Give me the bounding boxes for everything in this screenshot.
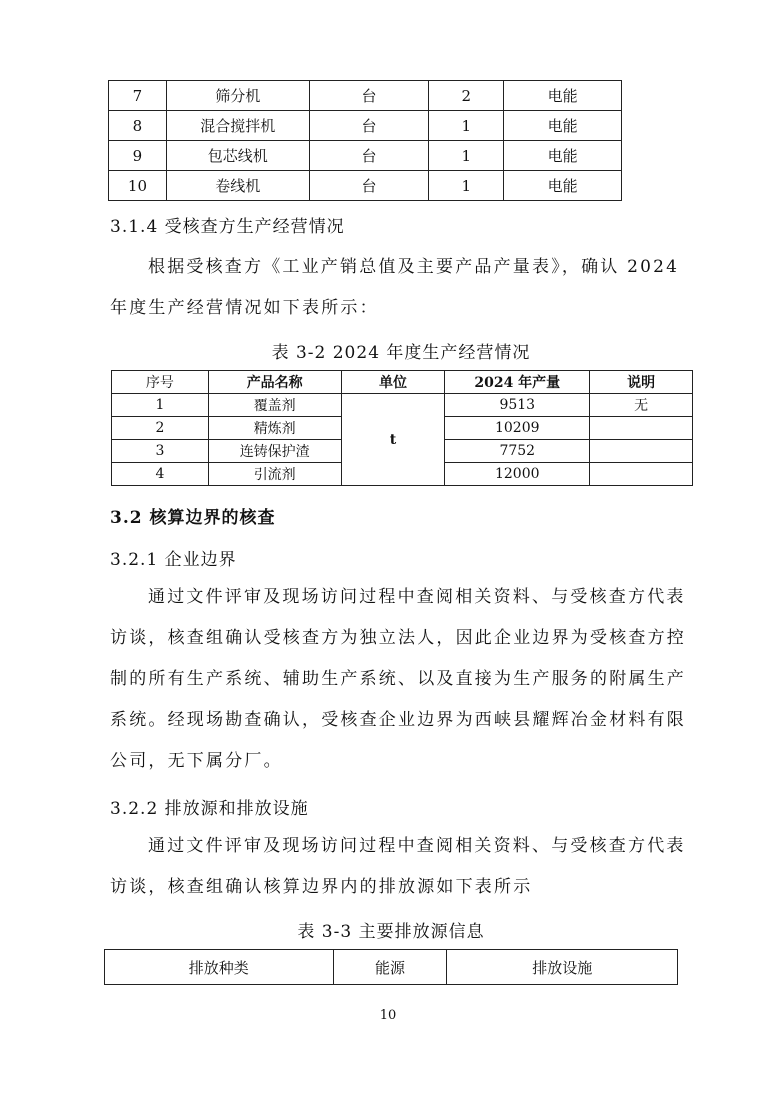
cell-energy: 电能 — [504, 171, 622, 201]
cell-no: 7 — [109, 81, 167, 111]
cell-no: 9 — [109, 141, 167, 171]
table-row — [109, 171, 622, 201]
section-heading-3-2-1: 3.2.1 企业边界 — [110, 550, 237, 570]
cell-note — [590, 417, 693, 440]
header-cell: 能源 — [333, 950, 447, 985]
production-table — [111, 370, 693, 486]
cell-qty: 1 — [429, 111, 504, 141]
header-cell: 单位 — [341, 371, 445, 394]
paragraph-line: 年度生产经营情况如下表所示： — [110, 298, 379, 318]
emission-source-table — [104, 949, 678, 985]
equipment-table — [108, 80, 622, 201]
cell-product: 引流剂 — [208, 463, 341, 486]
table-header-row — [105, 950, 678, 985]
cell-output: 7752 — [445, 440, 590, 463]
cell-output: 10209 — [445, 417, 590, 440]
cell-qty: 1 — [429, 171, 504, 201]
paragraph-line: 制的所有生产系统、辅助生产系统、以及直接为生产服务的附属生产 — [110, 669, 686, 689]
table-row — [109, 111, 622, 141]
cell-energy: 电能 — [504, 141, 622, 171]
table-row — [112, 394, 693, 417]
cell-no: 2 — [112, 417, 209, 440]
cell-name: 筛分机 — [166, 81, 309, 111]
cell-note — [590, 440, 693, 463]
cell-name: 混合搅拌机 — [166, 111, 309, 141]
cell-no: 8 — [109, 111, 167, 141]
cell-qty: 1 — [429, 141, 504, 171]
paragraph-line: 系统。经现场勘查确认，受核查企业边界为西峡县耀辉冶金材料有限 — [110, 710, 686, 730]
cell-unit: 台 — [309, 81, 429, 111]
header-cell: 序号 — [112, 371, 209, 394]
header-cell: 排放种类 — [105, 950, 334, 985]
paragraph-line: 通过文件评审及现场访问过程中查阅相关资料、与受核查方代表 — [148, 587, 686, 607]
cell-no: 1 — [112, 394, 209, 417]
cell-product: 覆盖剂 — [208, 394, 341, 417]
cell-name: 卷线机 — [166, 171, 309, 201]
section-heading-3-2-2: 3.2.2 排放源和排放设施 — [110, 799, 309, 819]
cell-unit: 台 — [309, 171, 429, 201]
cell-note: 无 — [590, 394, 693, 417]
header-cell: 排放设施 — [447, 950, 678, 985]
cell-no: 4 — [112, 463, 209, 486]
section-heading-3-2: 3.2 核算边界的核查 — [110, 508, 276, 528]
page-number: 10 — [379, 1008, 397, 1023]
cell-output: 9513 — [445, 394, 590, 417]
table-row — [109, 81, 622, 111]
header-cell: 说明 — [590, 371, 693, 394]
paragraph-line: 通过文件评审及现场访问过程中查阅相关资料、与受核查方代表 — [148, 836, 686, 856]
cell-note — [590, 463, 693, 486]
cell-output: 12000 — [445, 463, 590, 486]
table-caption-3-3: 表 3-3 主要排放源信息 — [297, 922, 485, 942]
table-caption-3-2: 表 3-2 2024 年度生产经营情况 — [271, 343, 531, 363]
header-cell: 2024 年产量 — [445, 371, 590, 394]
cell-no: 10 — [109, 171, 167, 201]
section-heading-3-1-4: 3.1.4 受核查方生产经营情况 — [110, 217, 345, 237]
cell-name: 包芯线机 — [166, 141, 309, 171]
cell-unit: 台 — [309, 111, 429, 141]
cell-qty: 2 — [429, 81, 504, 111]
cell-unit: 台 — [309, 141, 429, 171]
cell-energy: 电能 — [504, 81, 622, 111]
paragraph-line: 访谈，核查组确认受核查方为独立法人，因此企业边界为受核查方控 — [110, 628, 686, 648]
cell-energy: 电能 — [504, 111, 622, 141]
header-cell: 产品名称 — [208, 371, 341, 394]
cell-unit: t — [341, 394, 445, 486]
cell-no: 3 — [112, 440, 209, 463]
cell-product: 连铸保护渣 — [208, 440, 341, 463]
paragraph-line: 公司，无下属分厂。 — [110, 751, 283, 771]
table-row — [109, 141, 622, 171]
paragraph-line: 根据受核查方《工业产销总值及主要产品产量表》，确认 2024 — [148, 257, 680, 277]
paragraph-line: 访谈，核查组确认核算边界内的排放源如下表所示 — [110, 877, 533, 897]
table-header-row — [112, 371, 693, 394]
cell-product: 精炼剂 — [208, 417, 341, 440]
